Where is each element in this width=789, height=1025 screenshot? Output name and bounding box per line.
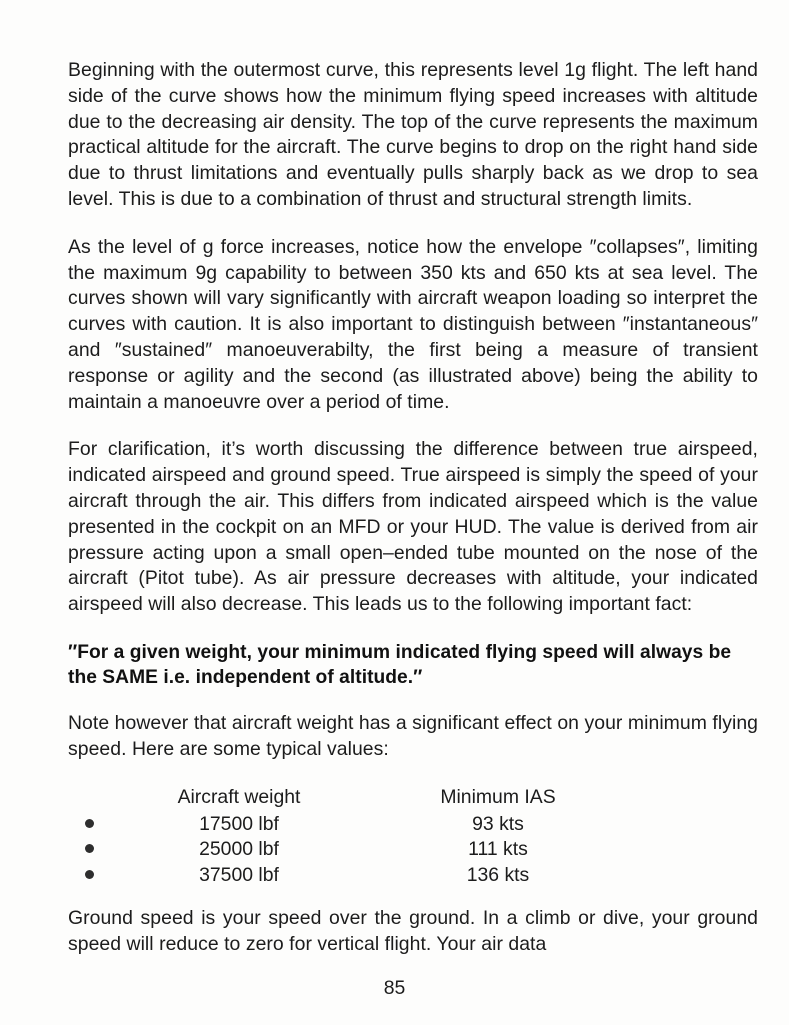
paragraph-flight-envelope-intro: Beginning with the outermost curve, this represents level 1g flight. The left hand side of the curve shows how the minimum flying speed increases with altitude due to the decreasing air density. The top of the curve represents the maximum practical altitude for the aircraft. The curve begins to drop on the right hand side due to thrust limitations and eventually pulls sharply back as we drop to sea level. This is due to a combination of thrust and structural strength limits. — [68, 59, 758, 210]
bullet-point-icon — [85, 819, 94, 828]
bullet-point-icon — [85, 870, 94, 879]
page-number: 85 — [383, 977, 406, 999]
table-header-bullet-spacer — [68, 785, 110, 812]
paragraph-airspeed-definitions: For clarification, it’s worth discussing the difference between true airspeed, indicated airspeed and ground speed. True airspeed is simply the speed of your aircraft through the air. This differs from indicated airspeed which is the value presented in the cockpit on an MFD or your HUD. The value is derived from air pressure acting upon a small open–ended tube mounted on the nose of the aircraft (Pitot tube). As air pressure decreases with altitude, your indicated airspeed will also decrease. This leads us to the following important fact: — [68, 438, 758, 616]
table-row — [68, 837, 628, 862]
bullet-point-icon — [85, 844, 94, 853]
cell-aircraft-weight: 17500 lbf — [199, 812, 279, 835]
paragraph-ground-speed: Ground speed is your speed over the ground. In a climb or dive, your ground speed will reduce to zero for vertical flight. Your air data — [68, 907, 758, 955]
paragraph-weight-effect: Note however that aircraft weight has a significant effect on your minimum flying speed. Here are some typical values: — [68, 711, 758, 760]
table-header-aircraft-weight: Aircraft weight — [177, 785, 301, 808]
bullet-cell — [68, 812, 110, 837]
cell-minimum-ias: 111 kts — [468, 838, 528, 861]
weight-ias-table — [68, 785, 628, 889]
bullet-cell — [68, 837, 110, 862]
table-row — [68, 863, 628, 888]
table-header-row — [68, 785, 628, 812]
table-row — [68, 812, 628, 837]
cell-aircraft-weight: 37500 lbf — [199, 863, 279, 886]
paragraph-g-force-envelope: As the level of g force increases, notice how the envelope ″collapses″, limiting the maximum 9g capability to between 350 kts and 650 kts at sea level. The curves shown will vary significantly with aircraft weapon loading so interpret the curves with caution. It is also important to distinguish between ″instantaneous″ and ″sustained″ manoeuverabilty, the first being a measure of transient response or agility and the second (as illustrated above) being the ability to maintain a manoeuvre over a period of time. — [68, 235, 758, 413]
table-header-minimum-ias: Minimum IAS — [440, 785, 556, 808]
page-content — [68, 58, 758, 958]
cell-aircraft-weight: 25000 lbf — [199, 838, 279, 861]
highlighted-quote-statement: ″For a given weight, your minimum indicated flying speed will always be the SAME i.e. independent of altitude.″ — [68, 641, 732, 689]
cell-minimum-ias: 93 kts — [472, 812, 524, 835]
bullet-cell — [68, 863, 110, 888]
cell-minimum-ias: 136 kts — [466, 863, 530, 886]
